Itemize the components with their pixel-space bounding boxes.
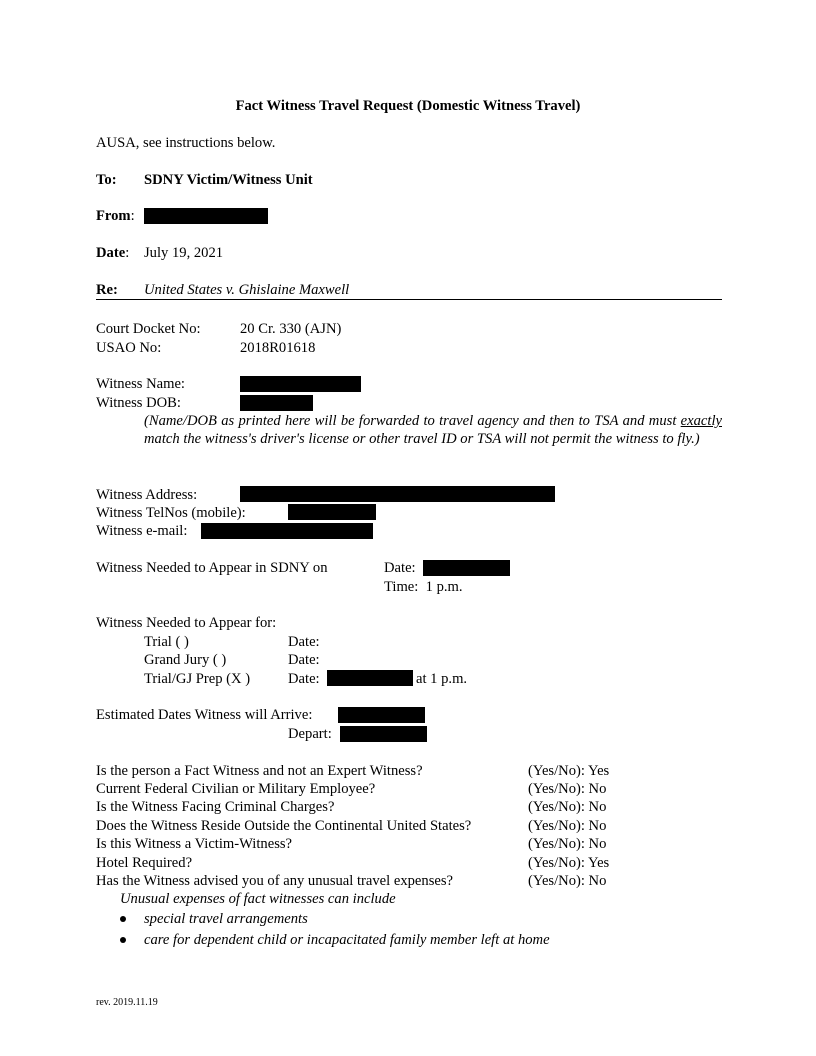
witness-tel-label: Witness TelNos (mobile):: [96, 505, 246, 521]
witness-email-label: Witness e-mail:: [96, 523, 188, 539]
usao-value: 2018R01618: [240, 340, 316, 356]
answer-criminal-charges: (Yes/No): No: [528, 799, 607, 815]
redaction-witness-email: [201, 523, 373, 539]
intro-text: AUSA, see instructions below.: [96, 135, 276, 151]
question-fact-witness: Is the person a Fact Witness and not an Expert Witness?: [96, 763, 423, 779]
question-unusual-expenses: Has the Witness advised you of any unusual travel expenses?: [96, 873, 454, 889]
answer-federal-employee: (Yes/No): No: [528, 781, 607, 797]
trial-date-label: Date:: [288, 634, 320, 650]
prep-date-label: Date:: [288, 671, 320, 687]
question-federal-employee: Current Federal Civilian or Military Employee?: [96, 781, 376, 797]
redaction-depart-date: [340, 726, 427, 742]
appear-label: Witness Needed to Appear in SDNY on: [96, 560, 328, 576]
unusual-item: special travel arrangements: [144, 911, 308, 927]
re-label: Re:: [96, 282, 118, 298]
redaction-witness-address: [240, 486, 555, 502]
question-criminal-charges: Is the Witness Facing Criminal Charges?: [96, 799, 335, 815]
unusual-item: care for dependent child or incapacitated family member left at home: [144, 932, 550, 948]
redaction-witness-dob: [240, 395, 313, 411]
question-hotel: Hotel Required?: [96, 855, 193, 871]
date-label: Date: [96, 245, 126, 261]
note-exactly: exactly: [680, 413, 722, 429]
bullet-icon: [120, 916, 126, 922]
note-part2: match the witness's driver's license or other travel ID or TSA will not permit the witness to fly.): [144, 431, 700, 447]
redaction-from: [144, 208, 268, 224]
prep-time: at 1 p.m.: [416, 671, 468, 687]
answer-reside-outside: (Yes/No): No: [528, 818, 607, 834]
answer-unusual-expenses: (Yes/No): No: [528, 873, 607, 889]
witness-name-label: Witness Name:: [96, 376, 185, 392]
from-colon: :: [130, 208, 135, 224]
depart-label: Depart:: [288, 726, 332, 742]
redaction-arrive-date: [338, 707, 425, 723]
header-rule: [96, 299, 722, 300]
redaction-witness-tel: [288, 504, 376, 520]
witness-address-label: Witness Address:: [96, 487, 198, 503]
grand-jury-date-label: Date:: [288, 652, 320, 668]
appear-date-label: Date:: [384, 560, 416, 576]
redaction-appear-date: [423, 560, 510, 576]
unusual-intro: Unusual expenses of fact witnesses can include: [120, 891, 396, 907]
date-colon: :: [125, 245, 130, 261]
appear-time-value: 1 p.m.: [425, 579, 463, 595]
appear-time: [384, 578, 463, 596]
answer-victim-witness: (Yes/No): No: [528, 836, 607, 852]
usao-label: USAO No:: [96, 340, 162, 356]
name-dob-note: [144, 412, 722, 448]
re-value: United States v. Ghislaine Maxwell: [144, 282, 350, 298]
appear-for-label: Witness Needed to Appear for:: [96, 615, 277, 631]
answer-hotel: (Yes/No): Yes: [528, 855, 610, 871]
date-field: [96, 244, 129, 262]
docket-label: Court Docket No:: [96, 321, 201, 337]
redaction-prep-date: [327, 670, 413, 686]
trial-option: Trial ( ): [144, 634, 189, 650]
note-part1: (Name/DOB as printed here will be forwarded to travel agency and then to TSA and must: [144, 413, 681, 429]
document-title: Fact Witness Travel Request (Domestic Witness Travel): [235, 98, 581, 114]
grand-jury-option: Grand Jury ( ): [144, 652, 227, 668]
bullet-icon: [120, 937, 126, 943]
appear-time-label: Time:: [384, 579, 419, 595]
redaction-witness-name: [240, 376, 361, 392]
date-value: July 19, 2021: [144, 245, 224, 261]
revision-footer: rev. 2019.11.19: [96, 997, 158, 1008]
prep-option: Trial/GJ Prep (X ): [144, 671, 251, 687]
question-victim-witness: Is this Witness a Victim-Witness?: [96, 836, 293, 852]
to-label: To:: [96, 172, 117, 188]
to-value: SDNY Victim/Witness Unit: [144, 172, 313, 188]
from-label: From: [96, 208, 131, 224]
witness-dob-label: Witness DOB:: [96, 395, 181, 411]
docket-value: 20 Cr. 330 (AJN): [240, 321, 342, 337]
answer-fact-witness: (Yes/No): Yes: [528, 763, 610, 779]
arrive-label: Estimated Dates Witness will Arrive:: [96, 707, 313, 723]
from-field: [96, 207, 135, 225]
question-reside-outside: Does the Witness Reside Outside the Continental United States?: [96, 818, 472, 834]
